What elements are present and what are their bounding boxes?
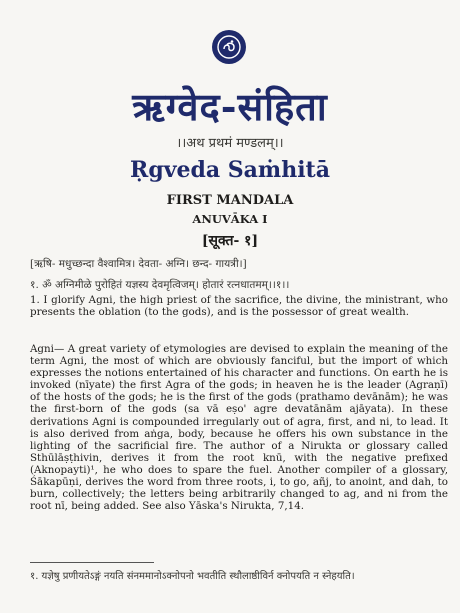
- sukta-heading: [सूक्त- १]: [201, 233, 259, 249]
- title-devanagari: ऋग्वेद-संहिता: [132, 84, 328, 129]
- om-seal-icon: [212, 30, 246, 64]
- footnote: १. यज्ञेषु प्रणीयतेऽङ्गं नयति संनममानोऽक्नोपनो भवतीति स्थौलाष्ठीविर्न क्नोपयति न स्नेहयति।: [30, 571, 355, 582]
- anuvaka-heading: ANUVĀKA I: [192, 212, 268, 226]
- translation-paragraph: 1. I glorify Agni, the high priest of the sacrifice, the divine, the ministrant, who presents the oblation (to the gods), and is the possessor of great wealth.: [30, 294, 448, 319]
- subtitle-devanagari: ।।अथ प्रथमं मण्डलम्।।: [176, 136, 284, 151]
- commentary-paragraph: Agni— A great variety of etymologies are devised to explain the meaning of the term Agni, the most of which are obviously fanciful, but the import of which expresses the notions entertained of his character and functions. On earth he is invoked (nīyate) the first Agra of the gods; in heaven he is the leader (Agraṇī) of the hosts of the gods; he is the first of the gods (prathamo devānām); he was the first-born of the gods (sa vā eṣo' agre devatānām ajāyata). In these derivations Agni is compounded irregularly out of agra, first, and ni, to lead. It is also derived from aṅga, body, because he offers his own substance in the lighting of the sacrificial fire. The author of a Nirukta or glossary called Sthūlāṣṭhivin, derives it from the root knū, with the negative prefixed (Aknopayti)¹, he who does to spare the fuel. Another compiler of a glossary, Śākapūṇi, derives the word from three roots, i, to go, añj, to anoint, and dah, to burn, collectively; the letters being arbitrarily changed to ag, and ni from the root nī, being added. See also Yāska's Nirukta, 7,14.: [30, 343, 448, 513]
- rishi-devata-line: [ऋषि- मधुच्छन्दा वैश्वामित्र। देवता- अग्नि। छन्द- गायत्री।]: [30, 258, 247, 270]
- mantra-line: १. ॐ अग्निमीळे पुरोहितं यज्ञस्य देवमृत्विजम्। होतारं रत्नधातमम्।।१।।: [30, 279, 290, 291]
- mandala-heading: FIRST MANDALA: [166, 193, 294, 208]
- title-latin: Ṛgveda Saṁhitā: [130, 157, 330, 183]
- footnote-divider: [30, 562, 154, 563]
